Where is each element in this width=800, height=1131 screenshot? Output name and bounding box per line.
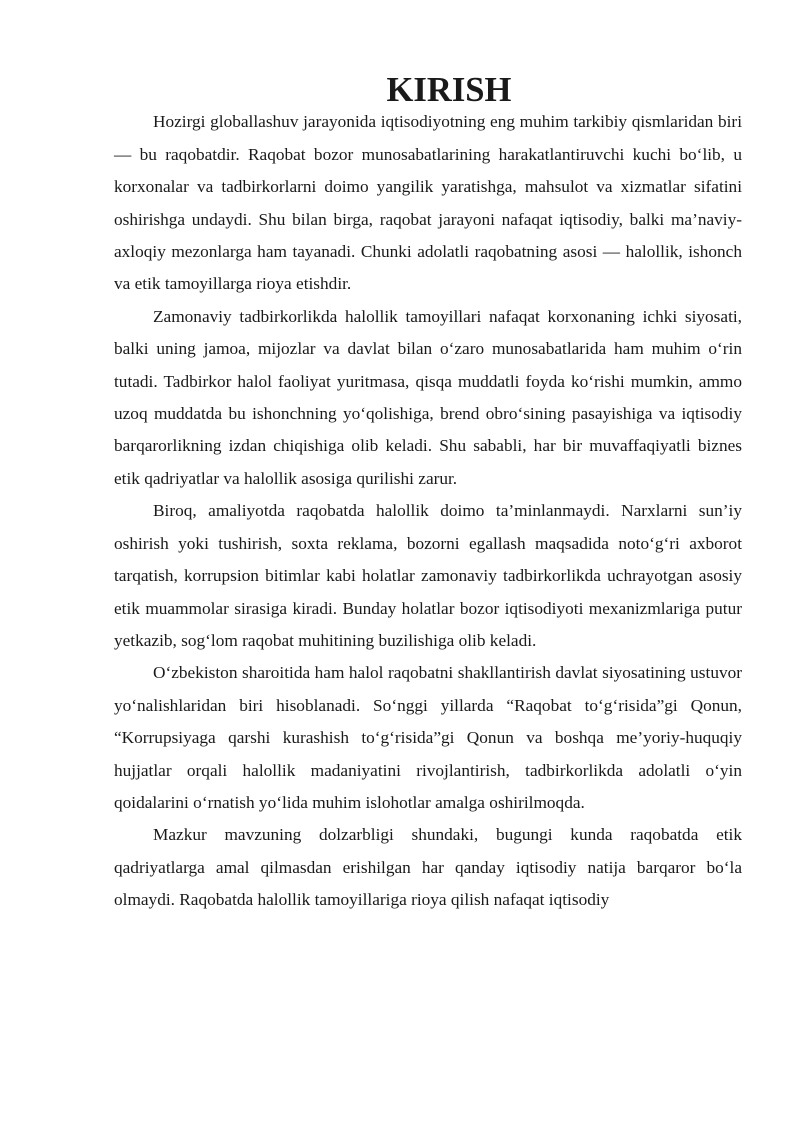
paragraph-2: Zamonaviy tadbirkorlikda halollik tamoyillari nafaqat korxonaning ichki siyosati, balki uning jamoa, mijozlar va davlat bilan o‘zaro munosabatlarida ham muhim o‘rin tutadi. Tadbirkor halol faoliyat yuritmasa, qisqa muddatli foyda ko‘rishi mumkin, ammo uzoq muddatda bu ishonchning yo‘qolishiga, brend obro‘sining pasayishiga va iqtisodiy barqarorlikning izdan chiqishiga olib keladi. Shu sababli, har bir muvaffaqiyatli biznes etik qadriyatlar va halollik asosiga qurilishi zarur.	[114, 306, 742, 488]
paragraph-3: Biroq, amaliyotda raqobatda halollik doimo ta’minlanmaydi. Narxlarni sun’iy oshirish yoki tushirish, soxta reklama, bozorni egallash maqsadida noto‘g‘ri axborot tarqatish, korrupsion bitimlar kabi holatlar zamonaviy tadbirkorlikda uchrayotgan asosiy etik muammolar sirasiga kiradi. Bunday holatlar bozor iqtisodiyoti mexanizmlariga putur yetkazib, sog‘lom raqobat muhitining buzilishiga olib keladi.	[114, 501, 742, 650]
document-page	[114, 71, 742, 917]
paragraph-5: Mazkur mavzuning dolzarbligi shundaki, bugungi kunda raqobatda etik qadriyatlarga amal qilmasdan erishilgan har qanday iqtisodiy natija barqaror bo‘la olmaydi. Raqobatda halollik tamoyillariga rioya qilish nafaqat iqtisodiy	[114, 825, 742, 910]
section-title: KIRISH	[386, 71, 512, 109]
paragraph-1: Hozirgi globallashuv jarayonida iqtisodiyotning eng muhim tarkibiy qismlaridan biri — bu raqobatdir. Raqobat bozor munosabatlarining harakatlantiruvchi kuchi bo‘lib, u korxonalar va tadbirkorlarni doimo yangilik yaratishga, mahsulot va xizmatlar sifatini oshirishga undaydi. Shu bilan birga, raqobat jarayoni nafaqat iqtisodiy, balki ma’naviy-axloqiy mezonlarga ham tayanadi. Chunki adolatli raqobatning asosi — halollik, ishonch va etik tamoyillarga rioya etishdir.	[114, 112, 742, 294]
paragraph-4: O‘zbekiston sharoitida ham halol raqobatni shakllantirish davlat siyosatining ustuvor yo‘nalishlaridan biri hisoblanadi. So‘nggi yillarda “Raqobat to‘g‘risida”gi Qonun, “Korrupsiyaga qarshi kurashish to‘g‘risida”gi Qonun va boshqa me’yoriy-huquqiy hujjatlar orqali halollik madaniyatini rivojlantirish, tadbirkorlikda adolatli o‘yin qoidalarini o‘rnatish yo‘lida muhim islohotlar amalga oshirilmoqda.	[114, 663, 742, 812]
